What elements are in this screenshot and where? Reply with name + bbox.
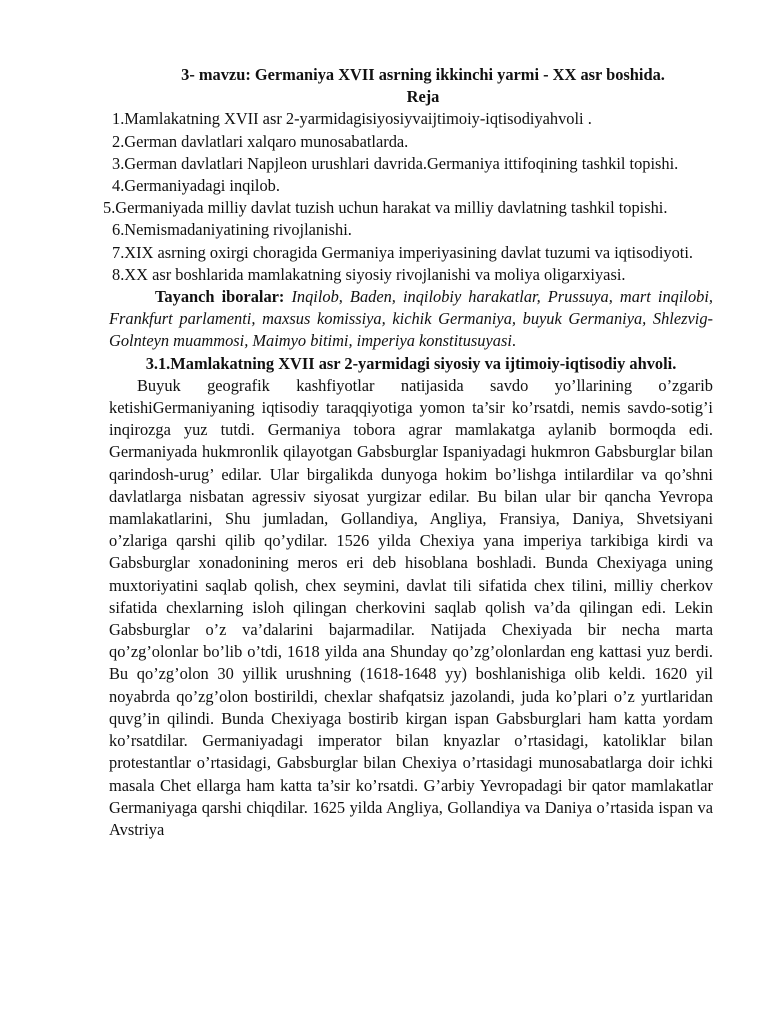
plan-item: 4.Germaniyadagi inqilob. [112,176,280,196]
document-title: 3- mavzu: Germaniya XVII asrning ikkinchi yarmi - XX asr boshida. [181,65,665,84]
plan-heading: Reja [406,87,440,107]
section-heading: 3.1.Mamlakatning XVII asr 2-yarmidagi siyosiy va ijtimoiy-iqtisodiy ahvoli. [145,353,677,373]
plan-item: 8.XX asr boshlarida mamlakatning siyosiy rivojlanishi va moliya oligarxiyasi. [112,264,626,284]
plan-item: 3.German davlatlari Napjleon urushlari davrida.Germaniya ittifoqining tashkil topishi. [112,153,679,173]
plan-item: 1.Mamlakatning XVII asr 2-yarmidagisiyosiyvaijtimoiy-iqtisodiyahvoli . [112,109,592,129]
plan-item: 7.XIX asrning oxirgi choragida Germaniya imperiyasining davlat tuzumi va iqtisodiyoti. [112,242,693,262]
keywords-paragraph [109,286,713,353]
plan-list [103,108,713,286]
keywords-label: Tayanch iboralar: [155,287,285,307]
body-paragraph: Buyuk geografik kashfiyotlar natijasida savdo yo’llarining o’zgarib ketishiGermaniyaning iqtisodiy taraqqiyotiga yomon ta’sir ko’rsatdi, nemis savdo-sotig’i inqirozga yuz tutdi. Germaniya tobora agrar mamlakatga aylanib bormoqda edi. Germaniyada hukmronlik qilayotgan Gabsburglar Ispaniyadagi hukmron Gabsburglar bilan qarindosh-urug’ edilar. Ular birgalikda dunyoga hokim bo’lishga intilardilar va qo’shni davlatlarga nisbatan agressiv siyosat yurgizar edilar. Bu bilan ular bir qancha Yevropa mamlakatlarini, Shu jumladan, Gollandiya, Angliya, Fransiya, Daniya, Shvetsiyani o’zlariga qarshi qilib qo’ydilar. 1526 yilda Chexiya yana imperiya tarkibiga kirdi va Gabsburglar xonadonining meros eri deb hisoblana boshladi. Bunda Chexiyaga uning muxtoriyatini saqlab qolish, chex seymini, davlat tili sifatida chex tilini, milliy cherkov sifatida chexlarning isloh qilingan cherkovini saqlab qolish va’da qilingan edi. Lekin Gabsburglar o’z va’dalarini bajarmadilar. Natijada Chexiyada bir necha marta qo’zg’olonlar bo’lib o’tdi, 1618 yilda ana Shunday qo’zg’olonlardan eng kattasi yuz berdi. Bu qo’zg’olon 30 yillik urushning (1618-1648 yy) boshlanishiga olib keldi. 1620 yil noyabrda qo’zg’olon bostirildi, chexlar shafqatsiz jazolandi, juda ko’plari o’z yurtlaridan quvg’in qilindi. Bunda Chexiyaga bostirib kirgan ispan Gabsburglari ham katta yordam ko’rsatdilar. Germaniyadagi imperator bilan knyazlar o’rtasidagi, katoliklar bilan protestantlar o’rtasidagi, Gabsburglar bilan Chexiya o’rtasidagi munosabatlarga doir ichki masala Chet ellarga ham katta ta’sir ko’rsatdi. G’arbiy Yevropadagi bir qator mamlakatlar Germaniyaga qarshi chiqdilar. 1625 yilda Angliya, Gollandiya va Daniya o’rtasida ispan va Avstriya [109,375,713,839]
keywords-end: . [511,331,517,351]
plan-item: 6.Nemismadaniyatining rivojlanishi. [112,220,352,240]
document-page [103,64,713,841]
plan-item: 2.German davlatlari xalqaro munosabatlarda. [112,131,409,151]
keywords-text: Inqilob, Baden, inqilobiy harakatlar, Prussuya, mart inqilobi, Frankfurt parlamenti, maxsus komissiya, kichik Germaniya, buyuk Germaniya, Shlezvig-Golnteyn muammosi, Maimyo bitimi, imperiya konstitusuyasi [109,287,713,351]
plan-item: 5.Germaniyada milliy davlat tuzish uchun harakat va milliy davlatning tashkil topishi. [103,198,668,218]
